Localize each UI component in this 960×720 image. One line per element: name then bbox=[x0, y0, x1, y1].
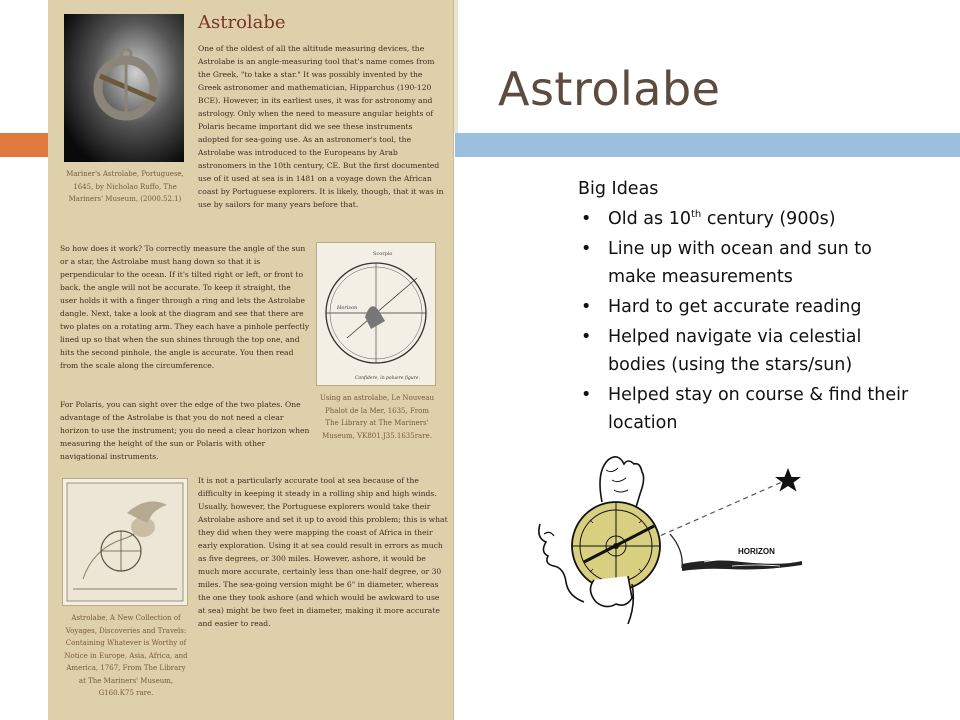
article-title: Astrolabe bbox=[198, 12, 286, 33]
diagram-footer: Confidere, in poluere figure. bbox=[355, 376, 420, 381]
accent-bar-orange bbox=[0, 133, 50, 157]
bullet-superscript: th bbox=[690, 209, 702, 221]
diagram-caption: Using an astrolabe, Le Nouveau Phalot de la Mer, 1635, From The Library at The Mariners' Museum, VK801.J35.1635rare. bbox=[319, 394, 435, 440]
big-ideas-block bbox=[578, 178, 923, 439]
slide-title: Astrolabe bbox=[498, 62, 721, 116]
page-edge bbox=[454, 0, 458, 133]
article-paragraph-2: So how does it work? To correctly measure the angle of the sun or a star, the Astrolabe must hang down so that it is perpendicular to the ocean. If it's tilted right or left, or front to back, the angle will not be accurate. To keep it straight, the user holds it with a finger through a ring and lets the Astrolabe dangle. Next, take a look at the diagram and see that there are two plates on a rotating arm. They each have a pinhole perfectly lined up so that when the sun shines through the top one, and hits the second pinhole, the angle is accurate. You then read from the scale along the circumference. bbox=[60, 244, 310, 370]
article-paragraph-4: It is not a particularly accurate tool at sea because of the difficulty in keeping it steady in a rolling ship and high winds. Usually, however, the Portuguese explorers would take their Astrolabe ashore and set it up to avoid this problem; this is what they did when they were mapping the coast of Africa in their early exploration. Using it at sea could result in errors as much as five degrees, or 300 miles. However, ashore, it would be much more accurate, certainly less than one-half degree, or 30 miles. The sea-going version might be 6" in diameter, whereas the one they took ashore (and which would be awkward to use at sea) might be two feet in diameter, making it more accurate and easier to read. bbox=[198, 476, 448, 628]
astrolabe-photo bbox=[64, 14, 184, 162]
bullet-item: • Helped navigate via celestial bodies (using the stars/sun) bbox=[578, 323, 923, 379]
article-paragraph-3: For Polaris, you can sight over the edge of the two plates. One advantage of the Astrolabe is that you do not need a clear horizon to use the instrument; you do need a clear horizon when measuring the height of the sun or Polaris with other navigational instruments. bbox=[60, 400, 310, 461]
engraving-caption: Astrolabe, A New Collection of Voyages, Discoveries and Travels: Containing Whatever is Worthy of Notice in Europe, Asia, Africa, and America, 1767, From The Library at The Mariners' Museum, G160.K75 rare. bbox=[64, 614, 188, 697]
bullet-item: • Helped stay on course & find their location bbox=[578, 381, 923, 437]
bullet-text-pre: Old as 10 bbox=[608, 209, 691, 229]
diagram-label-top: Scorpio bbox=[373, 251, 393, 257]
bullet-item: • Line up with ocean and sun to make measurements bbox=[578, 235, 923, 291]
bullet-item: • Hard to get accurate reading bbox=[578, 293, 923, 321]
horizon-label: HORIZON bbox=[738, 547, 775, 556]
bullet-item bbox=[578, 205, 923, 233]
accent-bar-blue bbox=[455, 133, 960, 157]
photo-caption: Mariner's Astrolabe, Portuguese, 1645, by Nicholao Ruffo, The Mariners' Museum, (2000.52.1) bbox=[66, 170, 184, 203]
article-page-image bbox=[48, 0, 454, 720]
bullet-text-post: century (900s) bbox=[701, 209, 836, 229]
article-paragraph-1: One of the oldest of all the altitude measuring devices, the Astrolabe is an angle-measuring tool that's name comes from the Greek, "to take a star." It was possibly invented by the Greek astronomer and mathematician, Hipparchus (190-120 BCE). However, in its earliest uses, it was for astronomy and astrology. Only when the need to measure angular heights of Polaris became important did we see these instruments adopted for sea-going use. As an astronomer's tool, the Astrolabe was introduced to the Europeans by Arab astronomers in the 10th century, CE. But the first documented use of it used at sea is in 1481 on a voyage down the African coast by Portuguese explorers. It is likely, though, that it was in use by sailors for many years before that. bbox=[198, 44, 444, 209]
star-icon bbox=[775, 468, 801, 492]
astrolabe-sighting-illustration bbox=[532, 450, 832, 630]
big-ideas-heading: Big Ideas bbox=[578, 179, 659, 199]
diagram-label-horizon: Horizon bbox=[337, 305, 358, 311]
big-ideas-list bbox=[578, 205, 923, 437]
astrolabe-diagram bbox=[316, 242, 436, 386]
cherub-engraving bbox=[62, 478, 188, 606]
